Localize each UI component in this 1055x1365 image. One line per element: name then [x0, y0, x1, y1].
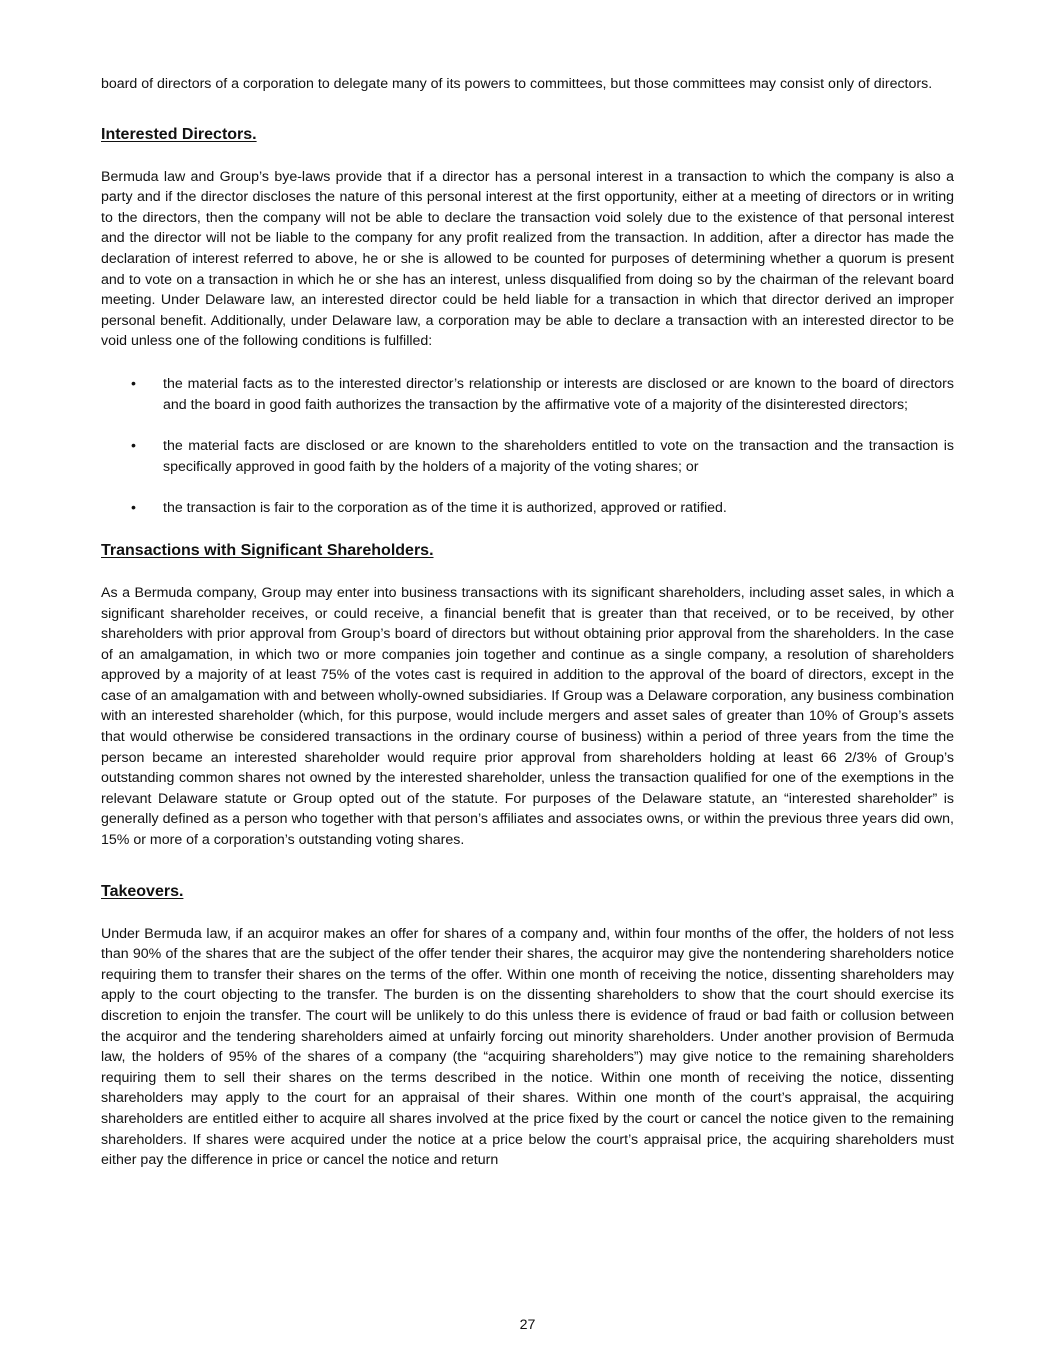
interested-directors-paragraph: Bermuda law and Group’s bye-laws provide that if a director has a personal interest in a transaction to which the company is also a party and if the director discloses the nature of this personal interest at the first opportunity, either at a meeting of directors or in writing to the directors, then the company will not be able to declare the transaction void solely due to the existence of that personal interest and the director will not be liable to the company for any profit realized from the transaction. In addition, after a director has made the declaration of interest referred to above, he or she is allowed to be counted for purposes of determining whether a quorum is present and to vote on a transaction in which he or she has an interest, unless disqualified from doing so by the chairman of the relevant board meeting. Under Delaware law, an interested director could be held liable for a transaction in which that director derived an improper personal benefit. Additionally, under Delaware law, a corporation may be able to declare a transaction with an interested director to be void unless one of the following conditions is fulfilled:	[101, 168, 954, 350]
bullet-icon: •	[131, 438, 136, 455]
list-item-text: the material facts as to the interested director’s relationship or interests are disclosed or are known to the board of directors and the board in good faith authorizes the transaction by the affirmative vote of a majority of the disinterested directors;	[163, 375, 954, 413]
conditions-list	[101, 374, 954, 519]
list-item	[101, 436, 954, 477]
page-number: 27	[519, 1317, 536, 1333]
intro-paragraph: board of directors of a corporation to delegate many of its powers to committees, but those committees may consist only of directors.	[101, 76, 933, 92]
takeovers-paragraph: Under Bermuda law, if an acquiror makes an offer for shares of a company and, within four months of the offer, the holders of not less than 90% of the shares that are the subject of the offer tender their shares, the acquiror may give the nontendering shareholders notice requiring them to transfer their shares on the terms of the offer. Within one month of receiving the notice, dissenting shareholders may apply to the court objecting to the transfer. The burden is on the dissenting shareholders to show that the court should exercise its discretion to enjoin the transfer. The court will be unlikely to do this unless there is evidence of fraud or bad faith or collusion between the acquiror and the tendering shareholders aimed at unfairly forcing out minority shareholders. Under another provision of Bermuda law, the holders of 95% of the shares of a company (the “acquiring shareholders”) may give notice to the remaining shareholders requiring them to sell their shares on the terms described in the notice. Within one month of receiving the notice, dissenting shareholders may apply to the court for an appraisal of their shares. Within one month of the court’s appraisal, the acquiring shareholders are entitled either to acquire all shares involved at the price fixed by the court or cancel the notice given to the remaining shareholders. If shares were acquired under the notice at a price below the court’s appraisal price, the acquiring shareholders must either pay the difference in price or cancel the notice and return	[101, 925, 954, 1169]
list-item-text: the transaction is fair to the corporation as of the time it is authorized, approved or ratified.	[163, 500, 727, 517]
section-heading-significant-shareholders: Transactions with Significant Shareholders.	[101, 541, 434, 559]
section-heading-takeovers: Takeovers.	[101, 882, 184, 900]
list-item	[101, 374, 954, 415]
significant-shareholders-paragraph: As a Bermuda company, Group may enter into business transactions with its significant shareholders, including asset sales, in which a significant shareholder receives, or could receive, a financial benefit that is greater than that received, or to be received, by other shareholders with prior approval from Group’s board of directors but without obtaining prior approval from the shareholders. In the case of an amalgamation, in which two or more companies join together and continue as a single company, a resolution of shareholders approved by a majority of at least 75% of the votes cast is required in addition to the approval of the board of directors, except in the case of an amalgamation with and between wholly-owned subsidiaries. If Group was a Delaware corporation, any business combination with an interested shareholder (which, for this purpose, would include mergers and asset sales of greater than 10% of Group’s assets that would otherwise be considered transactions in the ordinary course of business) within a period of three years from the time the person became an interested shareholder would require prior approval from shareholders holding at least 66 2/3% of Group’s outstanding common shares not owned by the interested shareholder, unless the transaction qualified for one of the exemptions in the relevant Delaware statute or Group opted out of the statute. For purposes of the Delaware statute, an “interested shareholder” is generally defined as a person who together with that person’s affiliates and associates owns, or within the previous three years did own, 15% or more of a corporation’s outstanding voting shares.	[101, 584, 954, 849]
section-heading-interested-directors: Interested Directors.	[101, 125, 257, 143]
bullet-icon: •	[131, 500, 136, 517]
list-item-text: the material facts are disclosed or are known to the shareholders entitled to vote on the transaction and the transaction is specifically approved in good faith by the holders of a majority of the voting shares; or	[163, 438, 954, 475]
bullet-icon: •	[131, 375, 136, 392]
document-page	[101, 74, 954, 1171]
list-item	[101, 498, 954, 519]
